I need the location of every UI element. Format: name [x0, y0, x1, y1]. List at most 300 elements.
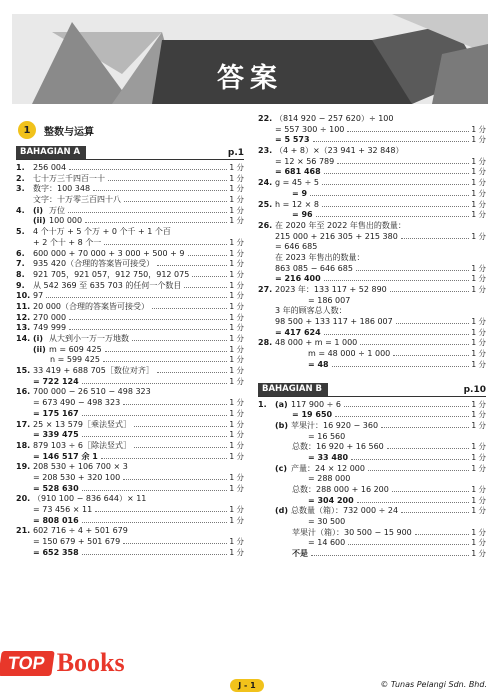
answer-text: 879 103 ÷ 6［除法竖式］ [33, 440, 131, 450]
logo-top: TOP [0, 651, 54, 676]
answer-line [258, 296, 486, 307]
answer-text: = 33 480 [308, 452, 349, 462]
mark-value: 1 分 [471, 327, 486, 337]
dot-leader [134, 426, 227, 427]
answer-text: 产量：24 × 12 000 [291, 463, 365, 473]
answer-text: = 14 600 [308, 538, 346, 548]
answer-text: 935 420（合理的答案皆可接受） [33, 259, 155, 269]
dot-leader [82, 415, 228, 416]
answer-line [16, 345, 244, 356]
mark-value: 1 分 [471, 506, 486, 516]
mark-value: 1 分 [229, 312, 244, 322]
mark-value: 1 分 [229, 334, 244, 343]
mark-value: 1 分 [229, 259, 244, 269]
answer-line [258, 349, 486, 360]
answer-text: = 208 530 + 320 100 [33, 472, 121, 482]
answer-line [16, 484, 244, 495]
answer-line [16, 184, 244, 195]
answer-text: = 304 200 [308, 495, 354, 505]
dot-leader [316, 216, 470, 217]
dot-leader [401, 512, 469, 513]
answer-text: = 146 517 余 1 [33, 451, 98, 461]
mark-value: 1 分 [471, 420, 486, 430]
section-label: BAHAGIAN A [16, 146, 86, 159]
answer-text: = 681 468 [275, 167, 321, 177]
answer-text: = 9 [292, 188, 308, 198]
answer-text: 117 900 ÷ 6 [291, 399, 341, 409]
answer-line [16, 420, 244, 431]
answer-text: 数字：100 348 [33, 184, 91, 194]
mark-value: 1 分 [471, 452, 486, 462]
answer-text: = 12 × 56 789 [275, 156, 335, 166]
answer-text: 苹果汁（箱）：30 500 − 15 900 [292, 527, 412, 537]
mark-value: 1 分 [471, 410, 486, 420]
answer-text: m = 48 000 ÷ 1 000 [308, 349, 391, 359]
answer-text: = 339 475 [33, 430, 79, 440]
question-number: 10. [16, 291, 31, 301]
dot-leader [351, 459, 469, 460]
answer-line [258, 528, 486, 539]
answer-line [258, 360, 486, 371]
answer-text: 总数量（箱）：732 000 ÷ 24 [291, 506, 399, 516]
dot-leader [69, 319, 227, 320]
answer-line [258, 232, 486, 243]
dot-leader [332, 366, 470, 367]
answer-text: h = 12 × 8 [275, 199, 319, 209]
answer-text: 100 000 [49, 216, 83, 226]
dot-leader [157, 372, 227, 373]
answer-text: 文字：十万零三百四十八 [33, 195, 121, 205]
dot-leader [313, 141, 470, 142]
sub-label: (a) [275, 399, 288, 409]
answer-list-right-b [258, 400, 486, 560]
answer-line [258, 464, 486, 475]
answer-line [258, 496, 486, 507]
dot-leader [347, 131, 469, 132]
answer-text: = 96 [292, 210, 313, 220]
sub-label: (i) [33, 205, 44, 215]
question-number: 15. [16, 366, 31, 376]
question-number: 1. [16, 163, 25, 172]
answer-line [16, 163, 244, 174]
answer-line [16, 387, 244, 398]
question-number: 13. [16, 323, 31, 333]
mark-value: 1 分 [471, 210, 486, 220]
mark-value: 1 分 [471, 135, 486, 145]
dot-leader [46, 297, 227, 298]
answer-line [258, 274, 486, 285]
mark-value: 1 分 [471, 549, 486, 559]
answer-text: = 557 300 ÷ 100 [275, 124, 345, 134]
header-banner [12, 14, 488, 104]
dot-leader [324, 334, 470, 335]
dot-leader [85, 222, 227, 223]
answer-text: 不是 [292, 549, 308, 559]
answer-text: = 528 630 [33, 483, 79, 493]
answer-line [16, 516, 244, 527]
mark-value: 1 分 [229, 205, 244, 215]
question-number: 7. [16, 259, 25, 269]
dot-leader [311, 555, 469, 556]
mark-value: 1 分 [229, 301, 244, 311]
dot-leader [93, 190, 227, 191]
answer-text: = 652 358 [33, 547, 79, 557]
answer-line [16, 238, 244, 249]
mark-value: 1 分 [471, 231, 486, 241]
answer-text: 2023 年：133 117 + 52 890 [275, 285, 387, 294]
section-page-ref: p.1 [227, 148, 244, 158]
mark-value: 1 分 [229, 547, 244, 557]
answer-text: = 808 016 [33, 515, 79, 525]
dot-leader [415, 534, 470, 535]
mark-value: 1 分 [471, 463, 486, 473]
question-number: 28. [258, 338, 273, 348]
dot-leader [396, 323, 470, 324]
answer-text: 97 [33, 291, 44, 301]
question-number: 8. [16, 269, 25, 279]
dot-leader [310, 195, 469, 196]
dot-leader [192, 276, 227, 277]
dot-leader [68, 212, 227, 213]
question-number: 23. [258, 146, 273, 156]
dot-leader [337, 163, 469, 164]
mark-value: 1 分 [229, 472, 244, 482]
dot-leader [152, 308, 227, 309]
mark-value: 1 分 [471, 317, 486, 327]
mark-value: 1 分 [229, 366, 244, 376]
answer-text: 600 000 + 70 000 + 3 000 + 500 + 9 [33, 248, 185, 258]
sub-label: (c) [275, 463, 288, 473]
answer-text: 在 2023 年售出的数量： [275, 252, 365, 262]
mark-value: 1 分 [471, 538, 486, 548]
answer-text: 25 × 13 579［乘法竖式］ [33, 419, 131, 429]
question-number: 22. [258, 114, 273, 123]
answer-text: = 673 490 − 498 323 [33, 398, 121, 408]
mark-value: 1 分 [471, 495, 486, 505]
dot-leader [324, 173, 470, 174]
dot-leader [82, 436, 228, 437]
answer-text: 总数：288 000 + 16 200 [292, 485, 389, 494]
answer-line [16, 249, 244, 260]
answer-text: = 16 560 [308, 431, 346, 441]
mark-value: 1 分 [471, 274, 486, 284]
dot-leader [123, 479, 227, 480]
logo-books: Books [56, 648, 125, 677]
dot-leader [381, 427, 469, 428]
answer-list-right [258, 114, 486, 371]
sub-label: (ii) [33, 344, 46, 354]
answer-text: 20 000（合理的答案皆可接受） [33, 301, 149, 311]
question-number: 11. [16, 301, 31, 311]
mark-value: 1 分 [471, 156, 486, 166]
question-number: 19. [16, 462, 31, 472]
dot-leader [392, 491, 469, 492]
answer-text: m = 609 425 [49, 344, 102, 354]
answer-line [258, 157, 486, 168]
question-number: 26. [258, 220, 273, 230]
answer-line [16, 355, 244, 366]
answer-line [16, 216, 244, 227]
answer-text: = 175 167 [33, 408, 79, 418]
answer-line [16, 206, 244, 217]
sub-label: (i) [33, 334, 44, 343]
mark-value: 1 分 [471, 399, 486, 409]
answer-line [258, 421, 486, 432]
answer-text: （814 920 − 257 620）÷ 100 [275, 114, 394, 123]
answer-line [16, 494, 244, 505]
dot-leader [124, 201, 227, 202]
dot-leader [82, 383, 228, 384]
mark-value: 1 分 [229, 419, 244, 429]
answer-text: 215 000 + 216 305 + 215 380 [275, 231, 398, 241]
copyright-notice: © Tunas Pelangi Sdn. Bhd. [380, 680, 487, 689]
answer-text: = 288 000 [308, 474, 351, 484]
answer-text: 4 个十万 + 5 个万 + 0 个千 + 1 个百 [33, 227, 171, 237]
dot-leader [348, 544, 469, 545]
mark-value: 1 分 [471, 285, 486, 294]
answer-line [16, 526, 244, 537]
mark-value: 1 分 [229, 515, 244, 525]
answer-text: = 150 679 + 501 679 [33, 537, 121, 547]
dot-leader [157, 265, 227, 266]
answer-text: 863 085 − 646 685 [275, 263, 353, 273]
answer-line [258, 146, 486, 157]
dot-leader [387, 448, 470, 449]
section-label: BAHAGIAN B [258, 383, 328, 396]
dot-leader [322, 206, 469, 207]
mark-value: 1 分 [229, 344, 244, 354]
dot-leader [82, 554, 228, 555]
dot-leader [356, 270, 469, 271]
answer-text: 749 999 [33, 323, 67, 333]
answer-text: 万位 [49, 205, 65, 215]
dot-leader [390, 291, 470, 292]
answer-line [258, 135, 486, 146]
answer-text: 98 500 + 133 117 + 186 007 [275, 317, 393, 327]
mark-value: 1 分 [229, 216, 244, 226]
question-number: 5. [16, 227, 25, 237]
question-number: 9. [16, 280, 25, 290]
question-number: 21. [16, 526, 31, 536]
mark-value: 1 分 [229, 451, 244, 461]
answer-line [258, 178, 486, 189]
dot-leader [393, 355, 469, 356]
answer-text: 苹果汁：16 920 − 360 [291, 420, 379, 430]
answer-line [16, 259, 244, 270]
dot-leader [103, 361, 227, 362]
answer-line [258, 538, 486, 549]
answer-line [258, 338, 486, 349]
answer-line [16, 430, 244, 441]
answer-text: = 73 456 × 11 [33, 505, 93, 514]
answer-text: 700 000 − 26 510 − 498 323 [33, 387, 151, 397]
answer-line [16, 313, 244, 324]
question-number: 16. [16, 387, 31, 397]
answer-line [258, 210, 486, 221]
mark-value: 1 分 [229, 398, 244, 408]
page-title: 答案 [217, 63, 283, 94]
mark-value: 1 分 [229, 505, 244, 514]
answer-line [258, 517, 486, 528]
answer-text: = 48 [308, 359, 329, 369]
answer-text: （4 + 8）×（23 941 + 32 848） [275, 146, 404, 156]
dot-leader [322, 184, 469, 185]
mark-value: 1 分 [229, 163, 244, 172]
dot-leader [184, 287, 227, 288]
mark-value: 1 分 [471, 442, 486, 452]
mark-value: 1 分 [471, 178, 486, 188]
answer-text: g = 45 ÷ 5 [275, 178, 319, 188]
answer-line [258, 253, 486, 264]
dot-leader [69, 169, 227, 170]
dot-leader [324, 280, 470, 281]
question-number: 14. [16, 334, 31, 343]
answer-line [258, 432, 486, 443]
left-column [16, 112, 244, 558]
question-number: 27. [258, 285, 273, 294]
answer-line [16, 409, 244, 420]
chapter-title: 整数与运算 [44, 126, 94, 138]
dot-leader [104, 244, 227, 245]
dot-leader [188, 255, 228, 256]
dot-leader [82, 522, 228, 523]
mark-value: 1 分 [229, 483, 244, 493]
dot-leader [134, 447, 227, 448]
mark-value: 1 分 [229, 248, 244, 258]
answer-line [16, 505, 244, 516]
answer-text: 33 419 + 688 705［数位对齐］ [33, 366, 154, 376]
answer-list-left [16, 163, 244, 558]
mark-value: 1 分 [471, 199, 486, 209]
dot-leader [368, 470, 469, 471]
section-header-a [16, 146, 244, 160]
mark-value: 1 分 [229, 440, 244, 450]
mark-value: 1 分 [229, 430, 244, 440]
answer-line [16, 270, 244, 281]
answer-line [258, 114, 486, 125]
question-number: 2. [16, 173, 25, 183]
question-number: 17. [16, 419, 31, 429]
sub-label: (b) [275, 420, 289, 430]
answer-line [258, 442, 486, 453]
question-number: 1. [258, 399, 267, 409]
section-page-ref: p.10 [463, 384, 486, 395]
answer-text: = 417 624 [275, 327, 321, 337]
answer-line [16, 195, 244, 206]
question-number: 24. [258, 178, 273, 188]
question-number: 3. [16, 184, 25, 194]
question-number: 18. [16, 440, 31, 450]
answer-line [258, 328, 486, 339]
mark-value: 1 分 [229, 280, 244, 290]
answer-text: 从 542 369 至 635 703 的任何一个数目 [33, 280, 182, 290]
mark-value: 1 分 [471, 349, 486, 359]
answer-line [258, 453, 486, 464]
question-number: 4. [16, 205, 25, 215]
answer-line [16, 473, 244, 484]
answer-text: = 646 685 [275, 242, 318, 252]
answer-line [258, 242, 486, 253]
right-column [258, 114, 486, 560]
mark-value: 1 分 [229, 195, 244, 205]
answer-text: = 30 500 [308, 517, 346, 527]
dot-leader [344, 406, 469, 407]
answer-line [16, 548, 244, 559]
answer-line [258, 285, 486, 296]
dot-leader [82, 490, 228, 491]
mark-value: 1 分 [471, 188, 486, 198]
mark-value: 1 分 [229, 291, 244, 301]
answer-line [258, 317, 486, 328]
dot-leader [335, 416, 469, 417]
answer-line [16, 281, 244, 292]
dot-leader [105, 351, 228, 352]
dot-leader [123, 543, 227, 544]
answer-text: = 5 573 [275, 135, 310, 145]
answer-text: （910 100 − 836 644）× 11 [33, 494, 147, 504]
answer-line [16, 174, 244, 185]
answer-text: 在 2020 年至 2022 年售出的数量： [275, 220, 406, 230]
answer-line [16, 537, 244, 548]
answer-text: 602 716 ÷ 4 + 501 679 [33, 526, 128, 536]
question-number: 25. [258, 199, 273, 209]
dot-leader [132, 340, 227, 341]
mark-value: 1 分 [229, 323, 244, 333]
mark-value: 1 分 [229, 237, 244, 247]
sub-label: (ii) [33, 216, 46, 226]
answer-line [16, 377, 244, 388]
mark-value: 1 分 [471, 167, 486, 177]
publisher-logo [0, 646, 125, 680]
question-number: 6. [16, 248, 25, 258]
answer-line [16, 334, 244, 345]
mark-value: 1 分 [471, 124, 486, 134]
dot-leader [123, 404, 227, 405]
answer-text: 3 年的顾客总人数： [275, 306, 347, 316]
answer-line [258, 221, 486, 232]
answer-line [258, 474, 486, 485]
answer-text: + 2 个十 + 8 个一 [33, 237, 102, 247]
answer-line [16, 323, 244, 334]
mark-value: 1 分 [229, 408, 244, 418]
dot-leader [69, 329, 227, 330]
answer-line [16, 291, 244, 302]
mark-value: 1 分 [229, 184, 244, 194]
section-header-b [258, 383, 486, 397]
answer-text: = 722 124 [33, 376, 79, 386]
answer-line [258, 410, 486, 421]
chapter-heading [16, 120, 244, 140]
answer-line [258, 200, 486, 211]
mark-value: 1 分 [229, 269, 244, 279]
answer-text: n = 599 425 [50, 355, 100, 365]
answer-line [16, 452, 244, 463]
answer-text: 256 004 [33, 163, 67, 172]
mark-value: 1 分 [471, 338, 486, 348]
dot-leader [108, 180, 227, 181]
answer-line [16, 462, 244, 473]
sub-label: (d) [275, 506, 289, 516]
answer-text: 从大到小一万一万地数 [49, 334, 129, 343]
answer-text: = 186 007 [308, 295, 351, 305]
dot-leader [357, 502, 470, 503]
answer-line [16, 366, 244, 377]
mark-value: 1 分 [229, 376, 244, 386]
answer-line [16, 441, 244, 452]
answer-text: 921 705，921 057，912 750，912 075 [33, 269, 190, 279]
answer-line [258, 167, 486, 178]
dot-leader [101, 458, 228, 459]
